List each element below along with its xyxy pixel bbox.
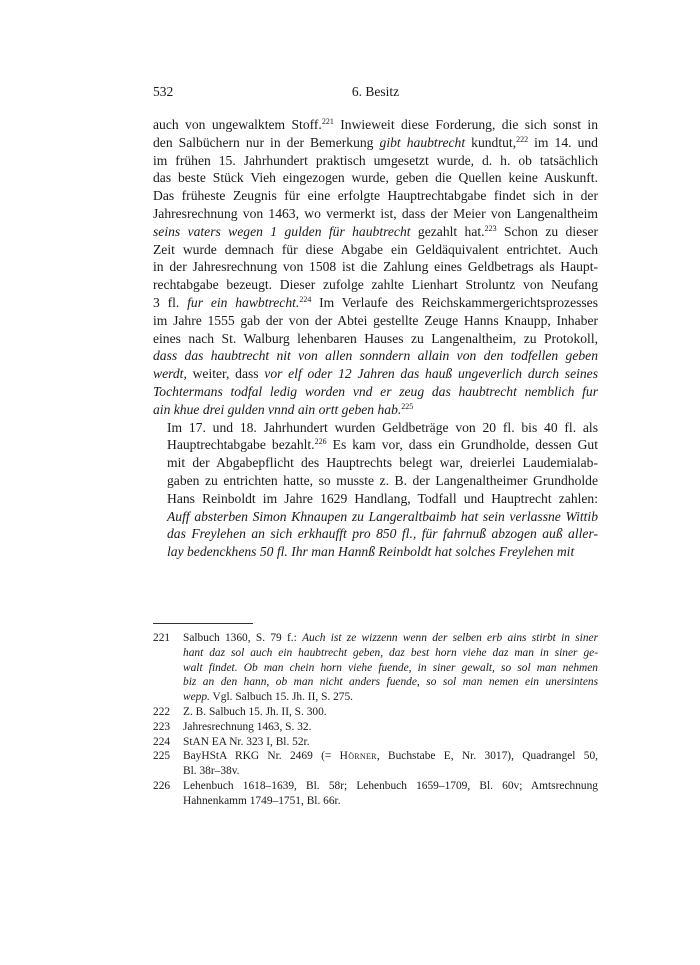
page-number: 532 (153, 84, 174, 99)
text-line: Das früheste Zeugnis für eine erfolgte Hauptrechtabgabe findet sich in der (153, 188, 598, 204)
footnote-number: 226 (153, 779, 171, 792)
footnote (153, 779, 598, 809)
footnote-ref: 226 (314, 437, 327, 447)
footnote-text (183, 779, 598, 809)
paragraph-1 (153, 116, 598, 419)
text-line: seins vaters wegen 1 gulden für haubtrecht gezahlt hat.$^{223}$ Schon zu dieser (153, 223, 599, 239)
footnote-text (183, 749, 598, 779)
italic-quote: Auch ist ze wizzenn wenn der selben erb ains stirbt in siner (302, 632, 598, 644)
italic-quote: werdt (153, 366, 184, 382)
small-caps-name: Hörner (339, 750, 377, 763)
text-line (183, 646, 598, 661)
footnote-number: 224 (153, 735, 171, 748)
main-text (153, 116, 598, 561)
footnote (153, 735, 598, 750)
text-line (183, 661, 598, 676)
text-line: mit der Abgabepflicht des Hauptrechts belegt war, dreierlei Laudemialab- (167, 455, 598, 471)
text-line: im Jahre 1555 gab der von der Abtei gestellte Zeuge Hanns Knaupp, Inhaber (153, 312, 598, 328)
footnote-ref: 222 (516, 134, 529, 144)
text-line: Bl. 38r–38v. (183, 765, 240, 778)
text-line: Hauptrechtabgabe bezahlt.$^{226}$ Es kam vor, dass ein Grundholde, dessen Gut (167, 437, 598, 453)
italic-quote: gibt haubtrecht (379, 134, 466, 150)
text-line (153, 508, 598, 526)
text-line: rechtabgabe bezeugt. Dieser zufolge zahlte Lienhart Stroluntz von Neufang (153, 277, 598, 293)
text-line: Jahresrechnung von 1463, wo vermerkt ist, dass der Meier von Langenaltheim (153, 205, 598, 221)
text-line: Lehenbuch 1618–1639, Bl. 58r; Lehenbuch 1659–1709, Bl. 60v; Amtsrechnung (183, 779, 598, 792)
italic-quote: dass das haubtrecht nit von allen sonndern allain von den todfellen geben (153, 348, 598, 364)
text-line: Z. B. Salbuch 15. Jh. II, S. 300. (183, 705, 327, 718)
italic-quote: vor elf oder 12 Jahren das hauß ungeverlich durch seines (264, 366, 599, 382)
footnote-separator (153, 623, 253, 624)
text-line: Jahresrechnung 1463, S. 32. (183, 720, 312, 733)
footnote-ref: 221 (321, 117, 334, 126)
italic-quote: hant daz sol auch ein haubtrecht geben, daz best horn viehe daz man in siner ge- (183, 646, 598, 659)
text-line: werdt, weiter, dass vor elf oder 12 Jahren das hauß ungeverlich durch seines (153, 366, 599, 382)
footnotes (153, 631, 598, 809)
text-line (153, 401, 598, 419)
text-line (183, 675, 598, 690)
text-line: den Salbüchern nur in der Bemerkung gibt haubtrecht kundtut,$^{222}$ im 14. und (153, 134, 598, 150)
footnote-ref: 225 (401, 401, 414, 411)
text-line: Zeit wurde demnach für diese Abgabe ein Geldäquivalent entrichtet. Auch (153, 241, 598, 257)
footnote-text (183, 720, 598, 735)
footnote (153, 749, 598, 779)
text-line: Hans Reinboldt im Jahre 1629 Handlang, Todfall und Hauptrecht zahlen: (167, 490, 598, 506)
italic-quote: das Freylehen an sich erkhaufft pro 850 fl., für fahrnuß abzogen auß aller- (167, 526, 598, 542)
text-line: in der Jahresrechnung von 1508 ist die Zahlung eines Geldbetrags als Haupt- (153, 259, 598, 275)
italic-quote: fur ein hawbtrecht. (187, 294, 300, 310)
text-line: 3 fl. fur ein hawbtrecht.$^{224}$ Im Verlaufe des Reichskammergerichtsprozesses (153, 294, 599, 310)
running-head: 6. Besitz (351, 84, 400, 99)
italic-quote: seins vaters wegen 1 gulden für haubtrecht (153, 223, 411, 239)
text-line: eines nach St. Walburg lehenbaren Hauses zu Langenaltheim, zu Protokoll, (153, 330, 598, 346)
page-header (153, 84, 598, 104)
footnote-text (183, 705, 598, 720)
text-line: Salbuch 1360, S. 79 f.: Auch ist ze wizzenn wenn der selben erb ains stirbt in siner (183, 632, 598, 644)
footnote (153, 705, 598, 720)
text-line: im frühen 15. Jahrhundert praktisch umgesetzt wurde, d. h. ob tatsächlich (153, 152, 598, 168)
footnote-number: 222 (153, 705, 171, 718)
text-line (153, 383, 598, 401)
italic-quote: lay bedenckhens 50 fl. Ihr man Hannß Reinboldt hat solches Freylehen mit (167, 544, 575, 560)
footnote-number: 223 (153, 720, 171, 733)
italic-quote: Auff absterben Simon Khnaupen zu Langeraltbaimb hat sein verlassne Wittib (167, 508, 598, 524)
italic-quote: wepp. (183, 691, 210, 704)
footnote-text (183, 631, 598, 705)
italic-quote: walt findet. Ob man chein horn viehe fuende, in siner gewalt, so sol man nehmen (183, 661, 598, 674)
footnote (153, 720, 598, 735)
footnote-ref: 224 (299, 294, 312, 304)
text-line: BayHStA RKG Nr. 2469 (= Hörner, Buchstabe E, Nr. 3017), Quadrangel 50, (183, 750, 598, 763)
text-line (153, 347, 598, 365)
footnote (153, 631, 598, 705)
text-line: Hahnenkamm 1749–1751, Bl. 66r. (183, 794, 341, 807)
footnote-text (183, 735, 598, 750)
text-line: auch von ungewalktem Stoff.$^{221}$ Inwieweit diese Forderung, die sich sonst in (153, 117, 598, 132)
text-line: StAN EA Nr. 323 I, Bl. 52r. (183, 735, 310, 748)
footnote-number: 225 (153, 750, 171, 763)
footnote-number: 221 (153, 632, 171, 644)
italic-quote: ain khue drei gulden vnnd ain ortt geben hab. (153, 401, 402, 417)
text-line: Im 17. und 18. Jahrhundert wurden Geldbeträge von 20 fl. bis 40 fl. als (167, 419, 598, 435)
text-line (153, 543, 598, 561)
footnote-ref: 223 (484, 223, 497, 233)
text-line (153, 525, 598, 543)
italic-quote: biz an den hann, ob man nicht anders fuende, so sol man nemen ein unersintens (183, 676, 598, 689)
italic-quote: Tochtermans todfal ledig worden vnd er zeug das haubtrecht nemblich fur (153, 383, 598, 399)
paragraph-2 (153, 419, 598, 561)
text-line: gaben zu entrichten hatte, so musste z. B. der Langenaltheimer Grundholde (167, 472, 598, 488)
text-line: das beste Stück Vieh eingezogen wurde, geben die Quellen keine Auskunft. (153, 170, 598, 186)
text-line: wepp. Vgl. Salbuch 15. Jh. II, S. 275. (183, 691, 354, 704)
